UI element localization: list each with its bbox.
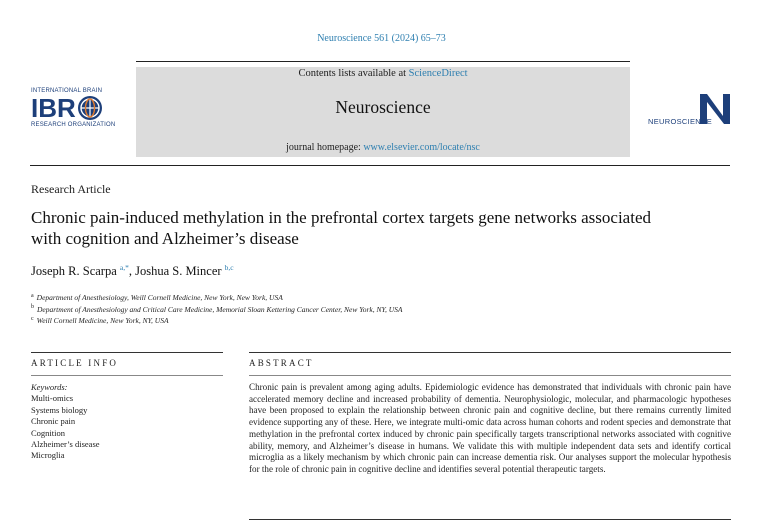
article-info-sub-rule <box>31 375 223 376</box>
article-type: Research Article <box>31 182 111 196</box>
affiliations <box>31 292 402 327</box>
keyword-item: Microglia <box>31 450 65 461</box>
neuroscience-journal-logo[interactable] <box>648 92 733 132</box>
keywords-label: Keywords: <box>31 382 68 392</box>
affiliation-text: Department of Anesthesiology, Weill Cornell Medicine, New York, New York, USA <box>36 293 283 302</box>
affiliation-text: Department of Anesthesiology and Critical Care Medicine, Memorial Sloan Kettering Cancer Center, New York, NY, USA <box>37 304 403 314</box>
affiliation-item <box>31 315 402 327</box>
contents-line <box>136 68 630 79</box>
ibro-letters: IBR <box>31 93 76 123</box>
affiliation-item <box>31 304 402 316</box>
affiliation-item <box>31 292 402 304</box>
journal-homepage <box>136 142 630 153</box>
globe-icon <box>77 95 103 121</box>
keyword-item: Cognition <box>31 427 66 438</box>
affiliation-key: c <box>31 315 34 322</box>
article-title: Chronic pain-induced methylation in the prefrontal cortex targets gene networks associated with cognition and Alzheimer’s disease <box>31 208 651 248</box>
affiliation-key: b <box>31 304 34 310</box>
author-name[interactable]: Joseph R. Scarpa <box>31 264 117 278</box>
keyword-item: Chronic pain <box>31 416 76 427</box>
abstract-sub-rule <box>249 375 731 376</box>
journal-name[interactable]: Neuroscience <box>335 97 431 117</box>
author-affiliation-marker[interactable]: a,* <box>119 262 129 272</box>
abstract-text: Chronic pain is prevalent among aging adults. Epidemiologic evidence has demonstrated that individuals with chronic pain have accelerated memory decline and increased probability of dementia. Neurophysiologic, molecular, and pharmacologic hypotheses have been proposed to explain the relationship between chronic pain and cognitive decline, but there remains currently limited evidence supporting any of these. Here, we integrate multi-omic data across human cohorts and rodent species and demonstrate that methylation in the prefrontal cortex induced by chronic pain specifically targets transcriptional networks associated with cognitive ability, memory, and Alzheimer’s disease in humans. We validate this with multiple independent data sets and identify cortical microglia as a likely mechanism by which chronic pain can increase dementia risk. Our analyses support the molecular hypothesis for the role of chronic pain in cognitive decline and identifies several potential therapeutic targets. <box>249 382 731 474</box>
affiliation-key: a <box>31 292 34 299</box>
keyword-item: Multi-omics <box>31 393 74 404</box>
author-name[interactable]: Joshua S. Mincer <box>135 264 222 278</box>
keyword-item: Systems biology <box>31 404 88 415</box>
ibro-logo[interactable] <box>31 88 121 140</box>
affiliation-text: Weill Cornell Medicine, New York, NY, USA <box>36 316 169 325</box>
homepage-link[interactable]: www.elsevier.com/locate/nsc <box>363 142 480 153</box>
header-bottom-rule <box>30 165 730 166</box>
author-list <box>31 264 234 279</box>
abstract-heading: ABSTRACT <box>249 358 314 368</box>
homepage-prefix: journal homepage: <box>286 142 364 153</box>
sciencedirect-link[interactable]: ScienceDirect <box>408 68 468 79</box>
abstract-top-rule <box>249 352 731 353</box>
keywords-block <box>31 382 100 462</box>
journal-citation[interactable]: Neuroscience 561 (2024) 65–73 <box>317 33 446 44</box>
author-separator: , <box>128 264 136 278</box>
contents-prefix: Contents lists available at <box>298 68 409 79</box>
abstract-bottom-rule <box>249 519 731 520</box>
keyword-item: Alzheimer’s disease <box>31 439 100 450</box>
header-top-rule <box>136 61 630 62</box>
ibro-bottom-text: RESEARCH ORGANIZATION <box>31 122 116 128</box>
author-affiliation-marker[interactable]: b,c <box>224 262 234 272</box>
neuroscience-logo-word: NEUROSCIENCE <box>648 117 713 126</box>
article-info-top-rule <box>31 352 223 353</box>
ibro-top-text: INTERNATIONAL BRAIN <box>31 88 103 94</box>
article-info-heading: ARTICLE INFO <box>31 358 119 368</box>
